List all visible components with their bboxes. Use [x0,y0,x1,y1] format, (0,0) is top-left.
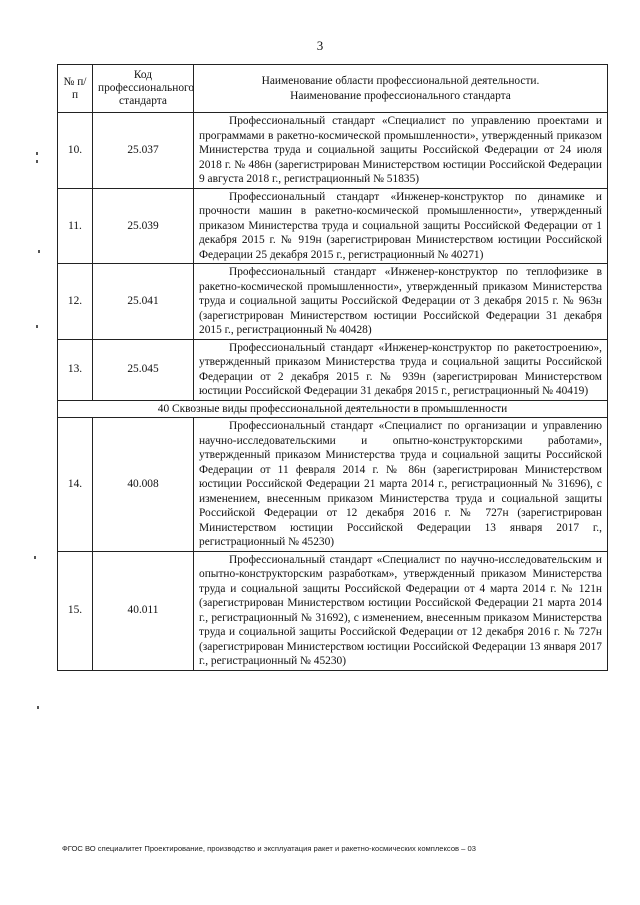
table-header-row [58,65,608,113]
standard-description: Профессиональный стандарт «Инженер-конструктор по динамике и прочности машин в ракетно-космической промышленности», утвержденный приказом Министерства труда и социальной защиты Российской Федерации от 1 декабря 2015 г. № 919н (зарегистрирован Министерством юстиции Российской Федерации 25 декабря 2015 г., регистрационный № 40271) [194,188,608,264]
page-number: 3 [316,38,324,53]
standard-code: 40.008 [93,418,194,552]
standard-code: 40.011 [93,551,194,670]
professional-standards-table [57,64,608,671]
document-footer: ФГОС ВО специалитет Проектирование, производство и эксплуатация ракет и ракетно-космических комплексов – 03 [62,844,476,853]
header-name-line1: Наименование области профессиональной деятельности. [261,75,540,87]
row-number: 12. [58,264,93,340]
header-number: № п/п [58,65,93,113]
table-row [58,113,608,189]
scan-artifact [36,325,38,328]
scan-artifact [37,706,39,709]
standard-code: 25.039 [93,188,194,264]
scan-artifact [38,250,40,253]
table-row [58,264,608,340]
table-row [58,418,608,552]
header-name-line2: Наименование профессионального стандарта [290,89,511,102]
standard-description: Профессиональный стандарт «Инженер-конструктор по ракетостроению», утвержденный приказом Министерства труда и социальной защиты Российской Федерации от 2 декабря 2015 г. № 939н (зарегистрирован Министерством юстиции Российской Федерации 31 декабря 2015 г., регистрационный № 40419) [194,339,608,400]
scan-artifact [34,556,36,559]
row-number: 15. [58,551,93,670]
scan-artifact [36,160,38,163]
standard-code: 25.041 [93,264,194,340]
section-title: 40 Сквозные виды профессиональной деятельности в промышленности [58,400,608,418]
scan-artifact [36,152,38,155]
header-name [194,65,608,113]
table-row [58,339,608,400]
row-number: 11. [58,188,93,264]
standard-description: Профессиональный стандарт «Специалист по управлению проектами и программами в ракетно-космической промышленности», утвержденный приказом Министерства труда и социальной защиты Российской Федерации от 24 июля 2018 г. № 486н (зарегистрирован Министерством юстиции Российской Федерации 9 августа 2018 г., регистрационный № 51835) [194,113,608,189]
table-row [58,551,608,670]
row-number: 10. [58,113,93,189]
standard-code: 25.045 [93,339,194,400]
table-row [58,188,608,264]
standard-code: 25.037 [93,113,194,189]
standard-description: Профессиональный стандарт «Инженер-конструктор по теплофизике в ракетно-космической промышленности», утвержденный приказом Министерства труда и социальной защиты Российской Федерации от 3 декабря 2015 г. № 963н (зарегистрирован Министерством юстиции Российской Федерации 31 декабря 2015 г., регистрационный № 40428) [194,264,608,340]
section-row [58,400,608,418]
standard-description: Профессиональный стандарт «Специалист по научно-исследовательским и опытно-конструкторским разработкам», утвержденный приказом Министерства труда и социальной защиты Российской Федерации от 4 марта 2014 г. № 121н (зарегистрирован Министерством юстиции Российской Федерации 21 марта 2014 г., регистрационный № 31692), с изменением, внесенным приказом Министерства труда и социальной защиты Российской Федерации от 12 декабря 2016 г. № 727н (зарегистрирован Министерством юстиции Российской Федерации 13 января 2017 г., регистрационный № 45230) [194,551,608,670]
standard-description: Профессиональный стандарт «Специалист по организации и управлению научно-исследовательскими и опытно-конструкторскими работами», утвержденный приказом Министерства труда и социальной защиты Российской Федерации от 11 февраля 2014 г. № 86н (зарегистрирован Министерством юстиции Российской Федерации 21 марта 2014 г., регистрационный № 31696), с изменением, внесенным приказом Министерства труда и социальной защиты Российской Федерации от 12 декабря 2016 г. № 727н (зарегистрирован Министерством юстиции Российской Федерации 13 января 2017 г., регистрационный № 45230) [194,418,608,552]
row-number: 14. [58,418,93,552]
header-code: Код профессионального стандарта [93,65,194,113]
row-number: 13. [58,339,93,400]
